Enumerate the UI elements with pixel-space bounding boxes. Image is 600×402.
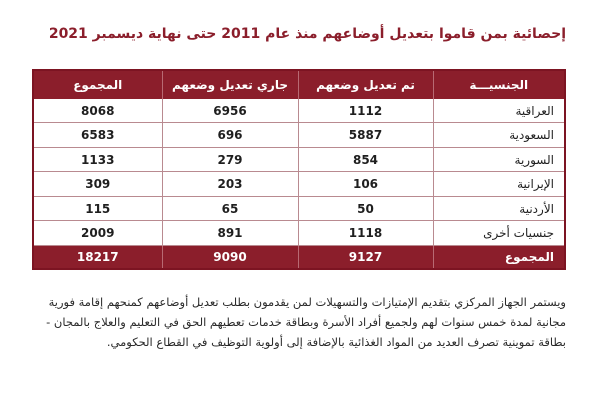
cell-done: 1112	[298, 99, 433, 123]
paragraph-line: بطاقة تموينية تصرف العديد من المواد الغذائية بالإضافة إلى أولوية التوظيف في القطاع الحكومي.	[106, 335, 566, 349]
cell-pending: 203	[162, 172, 298, 197]
cell-nationality: جنسيات أخرى	[433, 221, 564, 246]
cell-nationality: السورية	[433, 147, 564, 172]
cell-nationality: الأردنية	[433, 196, 564, 221]
table-header-row	[34, 71, 564, 99]
cell-pending: 6956	[162, 99, 298, 123]
cell-total: 8068	[34, 99, 162, 123]
cell-total: 6583	[34, 123, 162, 148]
cell-done: 106	[298, 172, 433, 197]
header-pending: جاري تعديل وضعهم	[162, 71, 298, 99]
table-footer	[34, 246, 564, 269]
cell-nationality: السعودية	[433, 123, 564, 148]
cell-total: 2009	[34, 221, 162, 246]
cell-total: 115	[34, 196, 162, 221]
body-paragraph	[32, 292, 566, 352]
cell-done: 1118	[298, 221, 433, 246]
table-row	[34, 147, 564, 172]
page-title: إحصائية بمن قاموا بتعديل أوضاعهم منذ عام 2011 حتى نهاية ديسمبر 2021	[48, 26, 566, 42]
table-row	[34, 172, 564, 197]
table-row	[34, 221, 564, 246]
cell-pending: 696	[162, 123, 298, 148]
paragraph-line: مجانية لمدة خمس سنوات لهم ولجميع أفراد الأسرة وبطاقة خدمات تعطيهم الحق في التعليم والعلاج بالمجان -	[46, 315, 566, 329]
cell-pending: 279	[162, 147, 298, 172]
table-total-row	[34, 246, 564, 269]
cell-done: 854	[298, 147, 433, 172]
paragraph-line: ويستمر الجهاز المركزي بتقديم الإمتيازات والتسهيلات لمن يقدمون بطلب تعديل أوضاعهم كمنحهم إقامة فورية	[48, 295, 566, 309]
cell-pending: 65	[162, 196, 298, 221]
cell-nationality: العراقية	[433, 99, 564, 123]
header-done: تم تعديل وضعهم	[298, 71, 433, 99]
table-row	[34, 196, 564, 221]
cell-nationality: الإيرانية	[433, 172, 564, 197]
statistics-table	[34, 71, 564, 268]
statistics-table-container	[32, 69, 566, 270]
cell-total: 1133	[34, 147, 162, 172]
table-row	[34, 123, 564, 148]
table-body	[34, 99, 564, 246]
footer-total: 18217	[34, 246, 162, 269]
header-nationality: الجنسيـــة	[433, 71, 564, 99]
table-header	[34, 71, 564, 99]
cell-total: 309	[34, 172, 162, 197]
cell-pending: 891	[162, 221, 298, 246]
header-total: المجموع	[34, 71, 162, 99]
table-row	[34, 99, 564, 123]
footer-done: 9127	[298, 246, 433, 269]
cell-done: 50	[298, 196, 433, 221]
footer-label: المجموع	[433, 246, 564, 269]
cell-done: 5887	[298, 123, 433, 148]
footer-pending: 9090	[162, 246, 298, 269]
